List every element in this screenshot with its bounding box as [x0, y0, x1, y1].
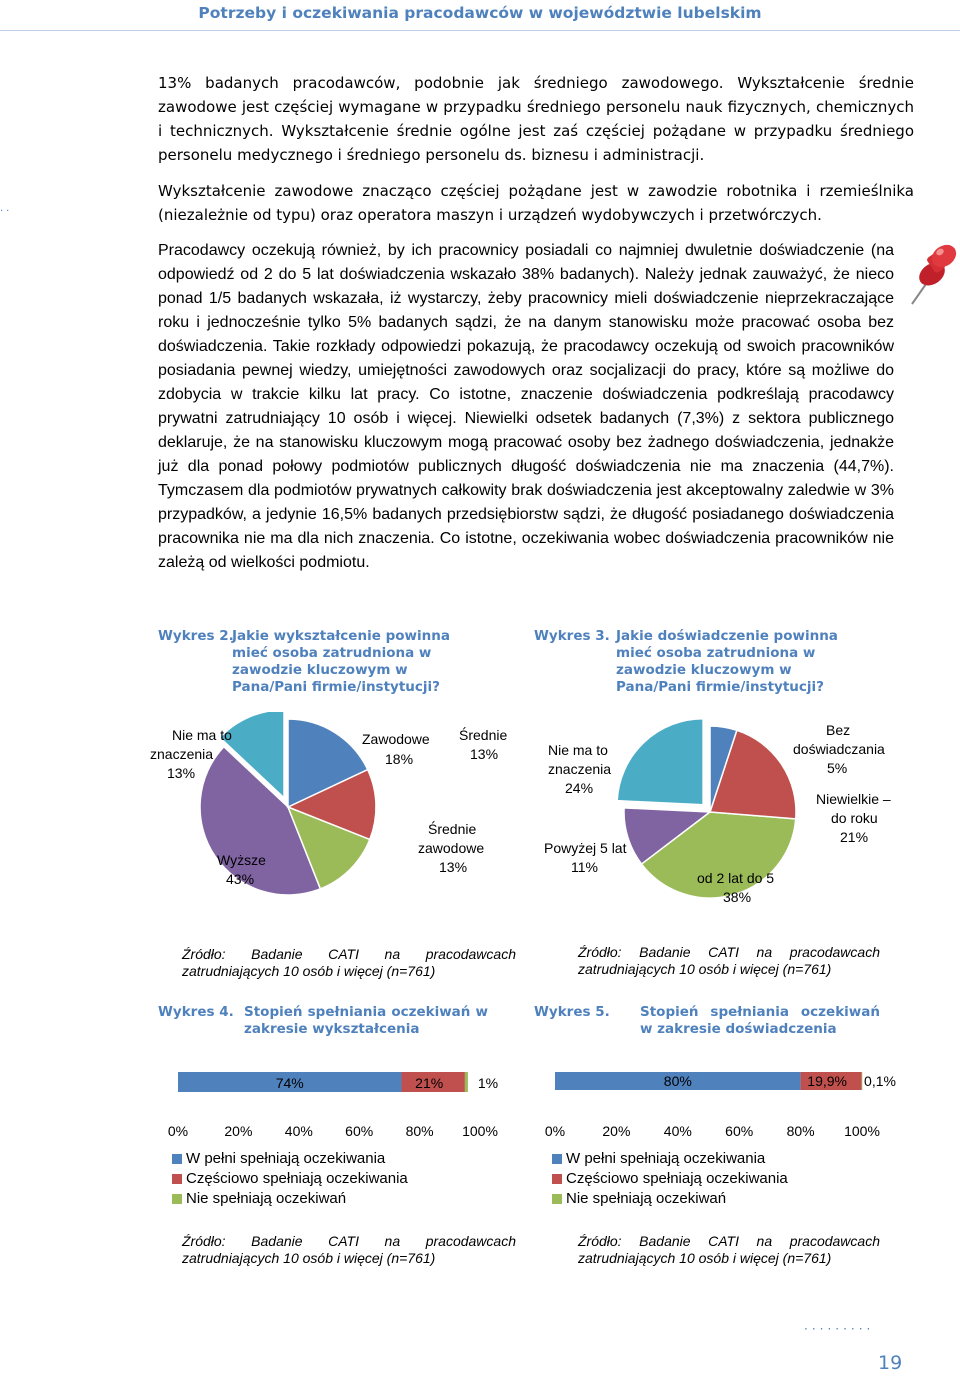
x-tick-label: 60%	[345, 1123, 374, 1139]
pie1-value-wyzsze: 43%	[226, 871, 255, 887]
legend-item	[172, 1189, 408, 1209]
bar-data-label: 21%	[415, 1075, 444, 1091]
pie1-label-srednie-zawodowe-1: Średnie	[428, 821, 477, 837]
chart-5-bar	[540, 1060, 900, 1150]
x-tick-label: 40%	[663, 1123, 692, 1139]
legend-label: W pełni spełniają oczekiwania	[186, 1150, 386, 1167]
pie1-label-srednie: Średnie	[459, 727, 508, 743]
x-tick-label: 100%	[462, 1123, 498, 1139]
pie1-label-srednie-zawodowe-2: zawodowe	[418, 840, 485, 856]
legend-item	[552, 1149, 788, 1169]
pie1-label-wyzsze: Wyższe	[217, 852, 266, 868]
legend-swatch	[552, 1174, 562, 1184]
pie2-label-doswiadczania: doświadczania	[793, 741, 885, 757]
chart-4-bar	[160, 1060, 520, 1150]
chart-4-label: Wykres 4.	[158, 1004, 234, 1020]
paragraph-1: 13% badanych pracodawców, podobnie jak średniego zawodowego. Wykształcenie średnie zawodowe jest częściej wymagane w przypadku średniego personelu nauk fizycznych, chemicznych i technicznych. Wykształcenie średnie ogólne jest zaś częściej pożądane w przypadku średniego personelu medycznego i średniego personelu ds. biznesu i administracji.	[158, 74, 914, 164]
pie1-value-zawodowe: 18%	[385, 751, 414, 767]
chart-5-legend	[552, 1149, 788, 1209]
chart-3-title: Jakie doświadczenie powinna mieć osoba zatrudniona w zawodzie kluczowym w Pana/Pani firmie/instytucji?	[616, 628, 838, 695]
push-pin-icon	[896, 240, 960, 312]
pie1-value-srednie: 13%	[470, 746, 499, 762]
x-tick-label: 40%	[284, 1123, 313, 1139]
chart-5-source: Źródło: Badanie CATI na pracodawcach zatrudniających 10 osób i więcej (n=761)	[578, 1233, 880, 1266]
pie1-label-nie-ma-to: Nie ma to	[172, 727, 232, 743]
bar-data-label: 1%	[477, 1075, 499, 1091]
pie2-value-powyzej: 11%	[571, 859, 598, 875]
chart-4-legend	[172, 1149, 408, 1209]
x-tick-label: 0%	[167, 1123, 189, 1139]
chart-4-source: Źródło: Badanie CATI na pracodawcach zatrudniających 10 osób i więcej (n=761)	[182, 1233, 516, 1266]
page-header-title: Potrzeby i oczekiwania pracodawców w województwie lubelskim	[198, 4, 762, 22]
bar-data-label: 0,1%	[864, 1073, 896, 1089]
chart-4-title: Stopień spełniania oczekiwań w zakresie wykształcenia	[244, 1004, 488, 1037]
chart-2-label: Wykres 2.	[158, 628, 234, 644]
legend-item	[172, 1149, 408, 1169]
chart-5-title: Stopień spełniania oczekiwań w zakresie doświadczenia	[640, 1004, 880, 1037]
legend-swatch	[172, 1154, 182, 1164]
pie1-label-znaczenia: znaczenia	[150, 746, 214, 762]
pie2-label-niewielkie: Niewielkie –	[816, 791, 891, 807]
bar-segment	[862, 1072, 863, 1090]
paragraph-3: Pracodawcy oczekują również, by ich pracownicy posiadali co najmniej dwuletnie doświadczenie (na odpowiedź od 2 do 5 lat doświadczenia wskazało 38% badanych). Należy jednak zauważyć, że nieco ponad 1/5 badanych wskazała, iż wystarczy, żeby pracownicy mieli doświadczenie nieprzekraczające roku i jednocześnie tylko 5% badanych sądzi, że na danym stanowisku może pracować osoba bez doświadczenia. Takie rozkłady odpowiedzi pokazują, że pracodawcy oczekują od swoich pracowników posiadania pewnej wiedzy, umiejętności zawodowych oraz socjalizacji do pracy, które są możliwe do zdobycia w trakcie kilku lat pracy. Co istotne, znaczenie doświadczenia podkreślają pracodawcy prywatni zatrudniający 10 osób i więcej. Niewielki odsetek badanych (7,3%) z sektora publicznego deklaruje, że na stanowisku kluczowym mogą pracować osoby bez żadnego doświadczenia, jednakże już dla ponad połowy podmiotów publicznych długość doświadczenia nie ma znaczenia (44,7%). Tymczasem dla podmiotów prywatnych całkowity brak doświadczenia jest akceptowalny zaledwie w 3% przypadków, a jedynie 16,5% badanych przedsiębiorstw sądzi, że długość posiadanego doświadczenia pracownika nie ma dla nich znaczenia. Co istotne, oczekiwania wobec doświadczenia pracowników nie zależą od wielkości podmiotu.	[158, 242, 894, 571]
pie2-label-bez: Bez	[826, 722, 851, 738]
legend-label: Nie spełniają oczekiwań	[566, 1190, 727, 1207]
legend-swatch	[552, 1194, 562, 1204]
bar-data-label: 19,9%	[807, 1073, 847, 1089]
pie2-label-od-2: od 2 lat do 5	[697, 870, 775, 886]
chart-3-title-block	[534, 628, 874, 698]
bar-data-label: 80%	[663, 1073, 692, 1089]
chart-4-title-block	[158, 1004, 488, 1044]
chart-2-title: Jakie wykształcenie powinna mieć osoba zatrudniona w zawodzie kluczowym w Pana/Pani firmie/instytucji?	[232, 628, 450, 695]
pie2-label-nie-ma-to: Nie ma to	[548, 742, 608, 758]
paragraph-2: Wykształcenie zawodowe znacząco częściej pożądane jest w zawodzie robotnika i rzemieślnika (niezależnie od typu) oraz operatora maszyn i urządzeń wydobywczych i przetwórczych.	[158, 182, 914, 224]
legend-swatch	[172, 1174, 182, 1184]
legend-item	[172, 1169, 408, 1189]
legend-swatch	[172, 1194, 182, 1204]
chart-5-title-block	[534, 1004, 880, 1044]
chart-2-source: Źródło: Badanie CATI na pracodawcach zatrudniających 10 osób i więcej (n=761)	[182, 946, 516, 979]
chart-2-pie	[140, 712, 520, 912]
pie2-value-od-2: 38%	[723, 889, 752, 905]
x-tick-label: 80%	[405, 1123, 434, 1139]
chart-5-label: Wykres 5.	[534, 1004, 610, 1020]
chart-3-label: Wykres 3.	[534, 628, 610, 644]
legend-label: Częściowo spełniają oczekiwania	[566, 1170, 788, 1187]
pie1-value-nie-ma: 13%	[167, 765, 196, 781]
legend-item	[552, 1189, 788, 1209]
bar-data-label: 74%	[275, 1075, 304, 1091]
x-tick-label: 60%	[725, 1123, 754, 1139]
page-number: 19	[878, 1352, 903, 1374]
legend-label: Nie spełniają oczekiwań	[186, 1190, 347, 1207]
x-tick-label: 80%	[786, 1123, 815, 1139]
legend-item	[552, 1169, 788, 1189]
footer-dots: ·········	[804, 1322, 875, 1336]
pie-slice	[617, 719, 703, 805]
pie2-label-powyzej: Powyżej 5 lat	[544, 840, 627, 856]
chart-2-title-block	[158, 628, 488, 698]
pie1-label-zawodowe: Zawodowe	[362, 731, 430, 747]
bar-segment	[465, 1072, 468, 1092]
pie1-value-srednie-zawodowe: 13%	[439, 859, 468, 875]
pie2-value-bez: 5%	[827, 760, 848, 776]
legend-label: Częściowo spełniają oczekiwania	[186, 1170, 408, 1187]
margin-dots: ··	[0, 206, 13, 217]
x-tick-label: 0%	[544, 1123, 566, 1139]
x-tick-label: 20%	[224, 1123, 253, 1139]
header-divider	[0, 30, 960, 31]
chart-3-source: Źródło: Badanie CATI na pracodawcach zatrudniających 10 osób i więcej (n=761)	[578, 944, 880, 977]
x-tick-label: 20%	[602, 1123, 631, 1139]
legend-swatch	[552, 1154, 562, 1164]
legend-label: W pełni spełniają oczekiwania	[566, 1150, 766, 1167]
x-tick-label: 100%	[844, 1123, 880, 1139]
pie2-value-nie-ma: 24%	[565, 780, 594, 796]
chart-3-pie	[530, 712, 910, 912]
pie2-label-znaczenia: znaczenia	[548, 761, 612, 777]
pie2-value-niewielkie: 21%	[840, 829, 869, 845]
pie2-label-do-roku: do roku	[831, 810, 878, 826]
